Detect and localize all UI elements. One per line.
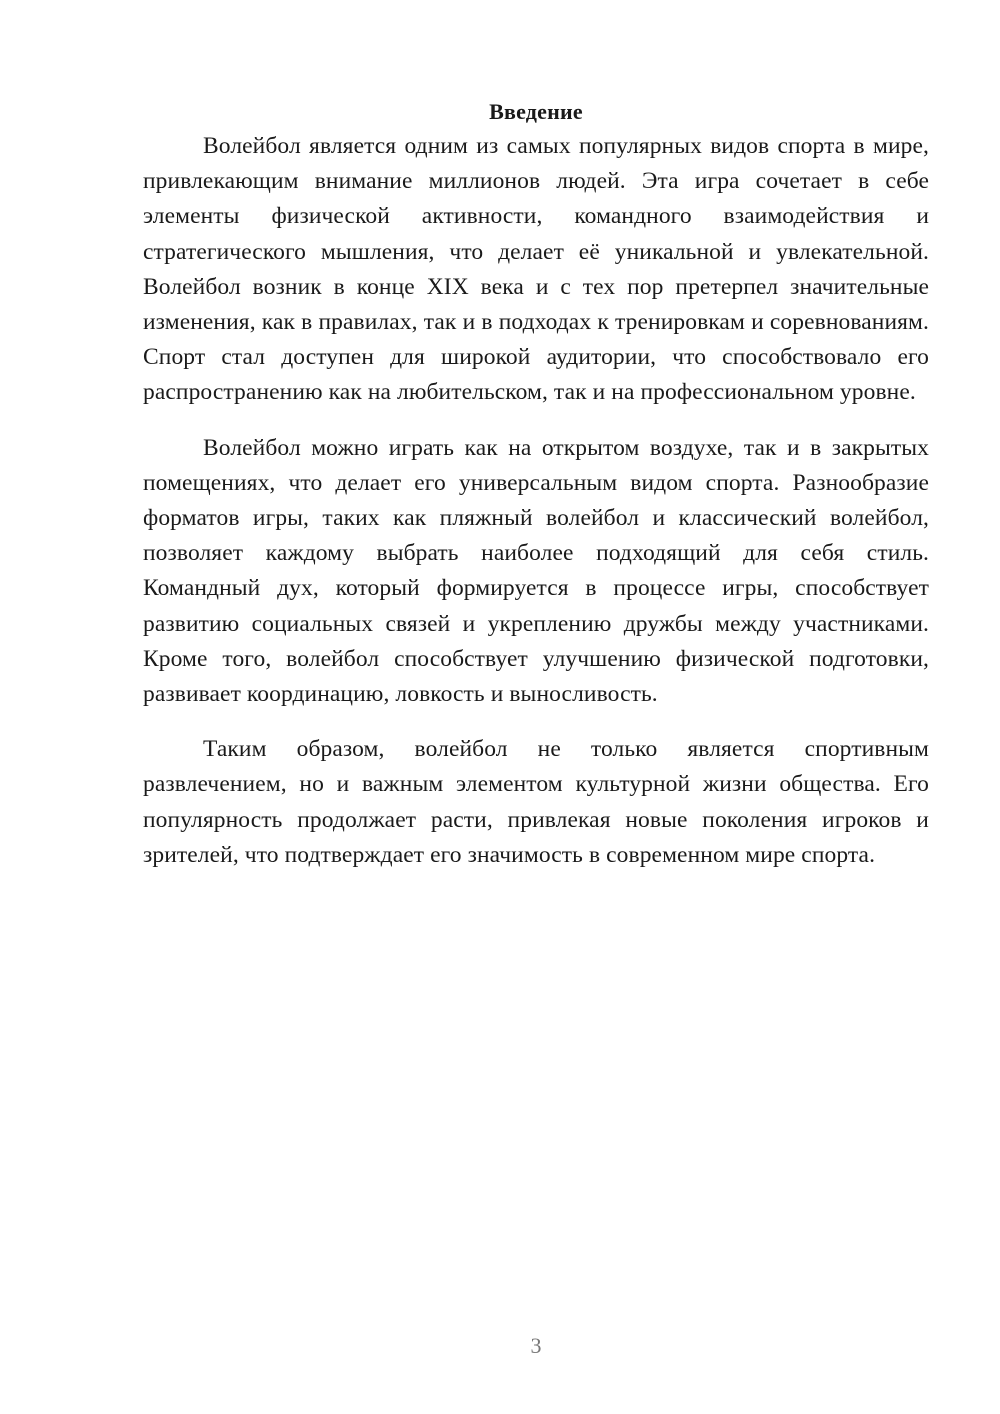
page-number: 3 [530,1333,542,1358]
paragraph: Волейбол можно играть как на открытом воздухе, так и в закрытых помещениях, что делает его универсальным видом спорта. Разнообразие форматов игры, таких как пляжный волейбол и классический волейбол, позволяет каждому выбрать наиболее подходящий для себя стиль. Командный дух, который формируется в процессе игры, способствует развитию социальных связей и укреплению дружбы между участниками. Кроме того, волейбол способствует улучшению физической подготовки, развивает координацию, ловкость и выносливость. [143,434,929,708]
paragraph: Волейбол является одним из самых популярных видов спорта в мире, привлекающим внимание миллионов людей. Эта игра сочетает в себе элементы физической активности, командного взаимодействия и стратегического мышления, что делает её уникальной и увлекательной. Волейбол возник в конце XIX века и с тех пор претерпел значительные изменения, как в правилах, так и в подходах к тренировкам и соревнованиям. Спорт стал доступен для широкой аудитории, что способствовало его распространению как на любительском, так и на профессиональном уровне. [143,133,929,406]
page-content [143,94,929,893]
paragraph: Таким образом, волейбол не только является спортивным развлечением, но и важным элементом культурной жизни общества. Его популярность продолжает расти, привлекая новые поколения игроков и зрителей, что подтверждает его значимость в современном мире спорта. [143,736,929,868]
section-heading: Введение [489,99,583,124]
